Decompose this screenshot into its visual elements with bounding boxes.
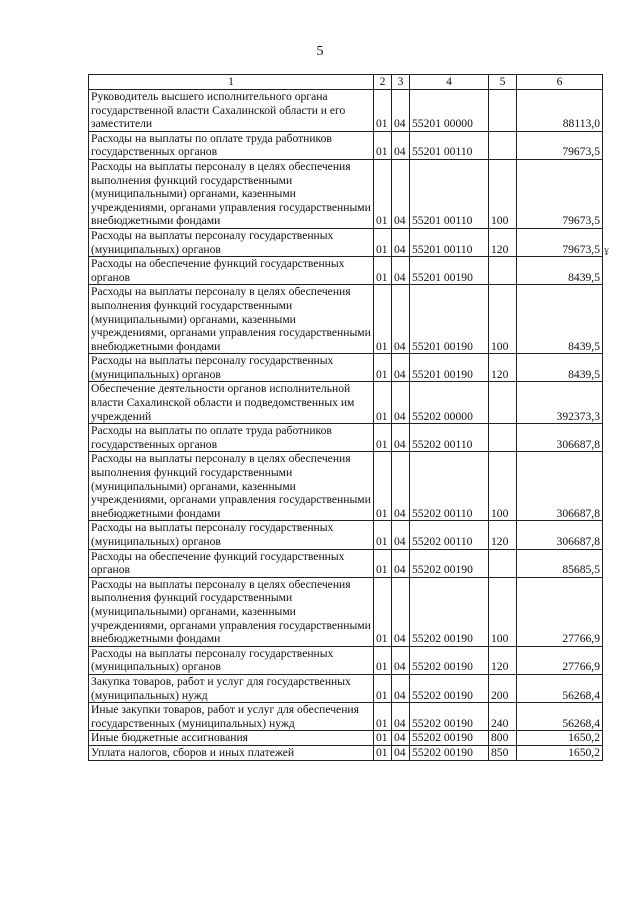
row-section-cell: 01 [374,131,392,159]
row-section-cell: 01 [374,257,392,285]
header-col-5: 5 [489,75,517,90]
row-target-article-cell: 55201 00110 [410,228,489,256]
row-subsection-cell: 04 [392,452,410,521]
row-sum-cell: 85685,5 [517,549,603,577]
row-subsection-cell: 04 [392,731,410,746]
row-expense-type-cell: 850 [489,745,517,760]
row-target-article-cell: 55201 00110 [410,159,489,228]
row-sum-cell: 1650,2 [517,745,603,760]
row-sum-cell: 8439,5 [517,285,603,354]
row-target-article-cell: 55201 00110 [410,131,489,159]
row-section-cell: 01 [374,646,392,674]
row-name-cell: Расходы на выплаты персоналу государственных (муниципальных) органов [89,228,374,256]
row-target-article-cell: 55202 00190 [410,745,489,760]
table-row [89,131,603,159]
table-row [89,577,603,646]
budget-table [88,74,603,761]
row-section-cell: 01 [374,90,392,132]
row-sum-cell: 306687,8 [517,424,603,452]
row-name-cell: Расходы на обеспечение функций государственных органов [89,549,374,577]
table-row [89,674,603,702]
row-expense-type-cell: 100 [489,159,517,228]
row-sum-cell: 56268,4 [517,703,603,731]
row-target-article-cell: 55202 00190 [410,549,489,577]
row-expense-type-cell [489,257,517,285]
header-col-4: 4 [410,75,489,90]
table-row [89,257,603,285]
row-expense-type-cell: 120 [489,521,517,549]
row-sum-cell: 27766,9 [517,646,603,674]
row-target-article-cell: 55201 00190 [410,354,489,382]
table-row [89,382,603,424]
row-expense-type-cell [489,382,517,424]
table-body [89,90,603,761]
row-name-cell: Расходы на выплаты по оплате труда работников государственных органов [89,131,374,159]
row-subsection-cell: 04 [392,382,410,424]
row-target-article-cell: 55202 00190 [410,674,489,702]
row-expense-type-cell: 120 [489,228,517,256]
row-target-article-cell: 55201 00190 [410,257,489,285]
row-target-article-cell: 55202 00190 [410,731,489,746]
row-section-cell: 01 [374,521,392,549]
page-number: 5 [316,44,324,59]
row-name-cell: Уплата налогов, сборов и иных платежей [89,745,374,760]
row-target-article-cell: 55202 00110 [410,452,489,521]
row-sum-cell: 8439,5 [517,257,603,285]
table-row [89,703,603,731]
row-section-cell: 01 [374,452,392,521]
row-subsection-cell: 04 [392,703,410,731]
row-target-article-cell: 55202 00000 [410,382,489,424]
row-section-cell: 01 [374,354,392,382]
row-sum-cell: 79673,5 [517,131,603,159]
row-subsection-cell: 04 [392,90,410,132]
header-col-1: 1 [89,75,374,90]
row-name-cell: Расходы на обеспечение функций государственных органов [89,257,374,285]
row-section-cell: 01 [374,424,392,452]
row-name-cell: Расходы на выплаты персоналу государственных (муниципальных) органов [89,646,374,674]
header-col-6: 6 [517,75,603,90]
row-expense-type-cell [489,424,517,452]
margin-mark: ¥ [604,247,609,258]
table-row [89,521,603,549]
header-col-2: 2 [374,75,392,90]
row-target-article-cell: 55202 00110 [410,424,489,452]
row-section-cell: 01 [374,549,392,577]
header-row [89,75,603,90]
row-name-cell: Обеспечение деятельности органов исполнительной власти Сахалинской области и подведомственных им учреждений [89,382,374,424]
row-expense-type-cell [489,131,517,159]
table-row [89,159,603,228]
row-subsection-cell: 04 [392,424,410,452]
table-row [89,90,603,132]
table-row [89,549,603,577]
row-name-cell: Расходы на выплаты персоналу в целях обеспечения выполнения функций государственными (муниципальными) органами, казенными учреждениями, органами управления государственными внебюджетными фондами [89,285,374,354]
row-name-cell: Закупка товаров, работ и услуг для государственных (муниципальных) нужд [89,674,374,702]
row-subsection-cell: 04 [392,159,410,228]
row-name-cell: Иные бюджетные ассигнования [89,731,374,746]
row-sum-cell: 79673,5 [517,228,603,256]
row-target-article-cell: 55202 00110 [410,521,489,549]
table-row [89,452,603,521]
table-header [89,75,603,90]
row-subsection-cell: 04 [392,549,410,577]
row-name-cell: Расходы на выплаты персоналу государственных (муниципальных) органов [89,521,374,549]
row-expense-type-cell [489,90,517,132]
row-subsection-cell: 04 [392,674,410,702]
row-sum-cell: 306687,8 [517,452,603,521]
row-target-article-cell: 55201 00190 [410,285,489,354]
header-col-3: 3 [392,75,410,90]
row-sum-cell: 306687,8 [517,521,603,549]
row-name-cell: Расходы на выплаты по оплате труда работников государственных органов [89,424,374,452]
row-subsection-cell: 04 [392,521,410,549]
row-name-cell: Расходы на выплаты персоналу государственных (муниципальных) органов [89,354,374,382]
table-row [89,745,603,760]
row-name-cell: Расходы на выплаты персоналу в целях обеспечения выполнения функций государственными (муниципальными) органами, казенными учреждениями, органами управления государственными внебюджетными фондами [89,159,374,228]
row-sum-cell: 392373,3 [517,382,603,424]
row-sum-cell: 56268,4 [517,674,603,702]
table-row [89,354,603,382]
row-target-article-cell: 55202 00190 [410,577,489,646]
table-row [89,424,603,452]
row-subsection-cell: 04 [392,745,410,760]
row-name-cell: Иные закупки товаров, работ и услуг для обеспечения государственных (муниципальных) нужд [89,703,374,731]
row-section-cell: 01 [374,577,392,646]
row-subsection-cell: 04 [392,354,410,382]
row-expense-type-cell: 800 [489,731,517,746]
row-subsection-cell: 04 [392,228,410,256]
row-sum-cell: 1650,2 [517,731,603,746]
row-sum-cell: 88113,0 [517,90,603,132]
row-section-cell: 01 [374,159,392,228]
row-section-cell: 01 [374,285,392,354]
table-row [89,646,603,674]
row-name-cell: Расходы на выплаты персоналу в целях обеспечения выполнения функций государственными (муниципальными) органами, казенными учреждениями, органами управления государственными внебюджетными фондами [89,577,374,646]
row-target-article-cell: 55202 00190 [410,703,489,731]
row-expense-type-cell: 240 [489,703,517,731]
row-expense-type-cell: 120 [489,354,517,382]
row-expense-type-cell: 100 [489,285,517,354]
row-section-cell: 01 [374,228,392,256]
row-expense-type-cell: 200 [489,674,517,702]
table-row [89,285,603,354]
row-subsection-cell: 04 [392,285,410,354]
row-sum-cell: 79673,5 [517,159,603,228]
row-subsection-cell: 04 [392,577,410,646]
row-section-cell: 01 [374,731,392,746]
row-subsection-cell: 04 [392,646,410,674]
row-section-cell: 01 [374,745,392,760]
row-expense-type-cell [489,549,517,577]
row-sum-cell: 27766,9 [517,577,603,646]
row-sum-cell: 8439,5 [517,354,603,382]
row-section-cell: 01 [374,382,392,424]
row-target-article-cell: 55202 00190 [410,646,489,674]
row-expense-type-cell: 120 [489,646,517,674]
row-expense-type-cell: 100 [489,577,517,646]
row-target-article-cell: 55201 00000 [410,90,489,132]
table-row [89,731,603,746]
row-section-cell: 01 [374,674,392,702]
row-name-cell: Руководитель высшего исполнительного органа государственной власти Сахалинской области и его заместители [89,90,374,132]
row-subsection-cell: 04 [392,131,410,159]
row-subsection-cell: 04 [392,257,410,285]
table-row [89,228,603,256]
row-expense-type-cell: 100 [489,452,517,521]
row-section-cell: 01 [374,703,392,731]
row-name-cell: Расходы на выплаты персоналу в целях обеспечения выполнения функций государственными (муниципальными) органами, казенными учреждениями, органами управления государственными внебюджетными фондами [89,452,374,521]
